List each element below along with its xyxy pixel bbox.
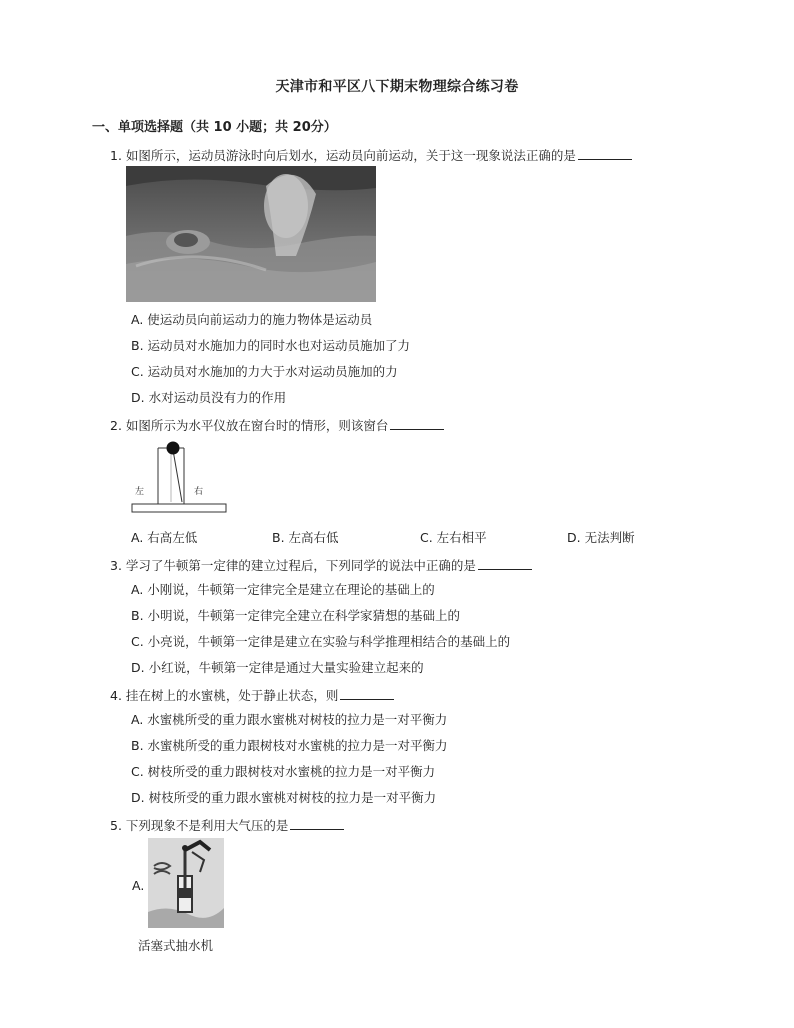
figure-label-right: 右: [194, 487, 204, 497]
question-4-text: 4. 挂在树上的水蜜桃，处于静止状态，则: [110, 688, 339, 703]
question-1-option-a[interactable]: A. 使运动员向前运动力的施力物体是运动员: [131, 312, 373, 327]
question-2-stem: [110, 416, 444, 434]
question-3-stem: [110, 556, 532, 574]
answer-blank[interactable]: [578, 147, 632, 160]
question-1-text: 1. 如图所示，运动员游泳时向后划水，运动员向前运动，关于这一现象说法正确的是: [110, 148, 576, 163]
question-3-option-a[interactable]: A. 小刚说，牛顿第一定律完全是建立在理论的基础上的: [131, 582, 435, 597]
question-5-option-a-label[interactable]: A.: [132, 878, 145, 893]
question-1-stem: [110, 146, 632, 164]
question-4-stem: [110, 686, 394, 704]
question-2-option-a[interactable]: A. 右高左低: [131, 530, 198, 545]
question-1-option-b[interactable]: B. 运动员对水施加力的同时水也对运动员施加了力: [131, 338, 411, 353]
question-2-option-c[interactable]: C. 左右相平: [420, 530, 487, 545]
spirit-level-diagram: [130, 440, 230, 516]
question-3-option-c[interactable]: C. 小亮说，牛顿第一定律是建立在实验与科学推理相结合的基础上的: [131, 634, 511, 649]
answer-blank[interactable]: [478, 557, 532, 570]
section-heading: 一、单项选择题（共 10 小题；共 20分）: [92, 120, 337, 135]
page-title: 天津市和平区八下期末物理综合练习卷: [275, 79, 519, 95]
question-1-option-c[interactable]: C. 运动员对水施加的力大于水对运动员施加的力: [131, 364, 398, 379]
question-2-option-d[interactable]: D. 无法判断: [567, 530, 635, 545]
answer-blank[interactable]: [390, 417, 444, 430]
question-5-text: 5. 下列现象不是利用大气压的是: [110, 818, 289, 833]
question-4-option-a[interactable]: A. 水蜜桃所受的重力跟水蜜桃对树枝的拉力是一对平衡力: [131, 712, 448, 727]
answer-blank[interactable]: [290, 817, 344, 830]
spirit-level-figure: [130, 440, 230, 516]
piston-pump-image: [148, 838, 224, 928]
question-3-text: 3. 学习了牛顿第一定律的建立过程后，下列同学的说法中正确的是: [110, 558, 476, 573]
swimmer-image: [126, 166, 376, 302]
swimmer-photo: [126, 166, 376, 302]
answer-blank[interactable]: [340, 687, 394, 700]
question-2-text: 2. 如图所示为水平仪放在窗台时的情形，则该窗台: [110, 418, 389, 433]
question-5-option-a-caption: 活塞式抽水机: [138, 938, 214, 953]
question-1-option-d[interactable]: D. 水对运动员没有力的作用: [131, 390, 287, 405]
question-4-option-d[interactable]: D. 树枝所受的重力跟水蜜桃对树枝的拉力是一对平衡力: [131, 790, 437, 805]
question-2-option-b[interactable]: B. 左高右低: [272, 530, 339, 545]
question-5-stem: [110, 816, 344, 834]
question-4-option-c[interactable]: C. 树枝所受的重力跟树枝对水蜜桃的拉力是一对平衡力: [131, 764, 436, 779]
question-3-option-b[interactable]: B. 小明说，牛顿第一定律完全建立在科学家猜想的基础上的: [131, 608, 461, 623]
figure-label-left: 左: [135, 487, 145, 497]
question-3-option-d[interactable]: D. 小红说，牛顿第一定律是通过大量实验建立起来的: [131, 660, 424, 675]
question-4-option-b[interactable]: B. 水蜜桃所受的重力跟树枝对水蜜桃的拉力是一对平衡力: [131, 738, 448, 753]
piston-pump-photo: [148, 838, 224, 928]
